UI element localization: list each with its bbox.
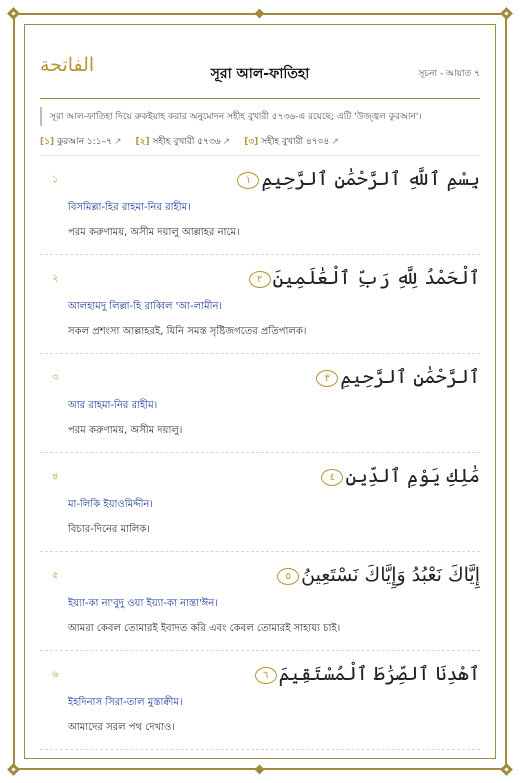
ayah-transliteration: মা-লিকি ইয়াওমিদ্দীন। (68, 499, 153, 510)
ayah-arabic: مَٰلِكِ يَوْمِ ٱلدِّينِ (345, 465, 480, 487)
ayah-block (40, 552, 480, 651)
reference-link[interactable] (244, 134, 339, 149)
external-link-icon: ↗ (331, 137, 339, 147)
ayah-transliteration: আর রাহমা-নির রাহীম। (68, 400, 158, 411)
ayah-translation: পরম করুণাময়, অসীম দয়ালু আল্লাহর নামে। (68, 227, 240, 238)
ayah-block (40, 354, 480, 453)
surah-meta: সূচনা - আয়াত ৭ (418, 69, 480, 79)
reference-label: সহীহ বুখারী ৫৭৩৬ (152, 137, 221, 147)
ayah-arabic-text (40, 354, 480, 392)
ayah-transliteration: বিসমিল্লা-হির রাহমা-নির রাহীম। (68, 202, 191, 213)
ayah-transliteration: ইহদিনাস সিরা-তাল মুস্তাক্বীম। (68, 697, 183, 708)
external-link-icon: ↗ (114, 137, 122, 147)
ayah-number: ৪ (52, 471, 59, 482)
ayah-block (40, 255, 480, 354)
ayah-block (40, 156, 480, 255)
ayah-number: ৩ (52, 372, 59, 383)
ayah-translation: আমাদের সরল পথ দেখাও। (68, 722, 175, 733)
ayah-block (40, 651, 480, 750)
reference-number: [২] (135, 137, 150, 147)
ayah-end-marker-icon: ٣ (316, 370, 338, 387)
ayah-arabic-text (40, 156, 480, 194)
reference-link[interactable] (40, 134, 122, 149)
ayah-arabic: ٱلرَّحْمَٰنِ ٱلرَّحِيمِ (340, 366, 480, 388)
reference-link[interactable] (136, 134, 231, 149)
ayah-end-marker-icon: ٢ (249, 271, 271, 288)
ayah-arabic: إِيَّاكَ نَعْبُدُ وَإِيَّاكَ نَسْتَعِينُ (301, 564, 480, 586)
page-title: সূরা আল-ফাতিহা (210, 66, 310, 82)
ayah-block (40, 453, 480, 552)
ayah-list (40, 156, 480, 750)
ayah-arabic: بِسْمِ ٱللَّهِ ٱلرَّحْمَٰنِ ٱلرَّحِيمِ (261, 168, 480, 190)
ayah-number: ২ (52, 273, 59, 284)
ayah-arabic-text (40, 453, 480, 491)
intro-note: সূরা আল-ফাতিহা দিয়ে রুকইয়াহ করার অনুমোদন সহীহ বুখারী ৫৭৩৬-এ রয়েছে; এটি 'উজ্জ্বল কুরআন'। (40, 107, 480, 126)
reference-label: সহীহ বুখারী ৪৭০৪ (261, 137, 330, 147)
page-header (40, 40, 480, 86)
surah-arabic-title: الفاتحة (40, 54, 95, 76)
reference-label: কুরআন ১:১–৭ (56, 137, 112, 147)
references (40, 134, 480, 149)
ayah-arabic-text (40, 651, 480, 689)
reference-number: [১] (40, 137, 55, 147)
external-link-icon: ↗ (222, 137, 231, 147)
ayah-arabic: ٱلْحَمْدُ لِلَّهِ رَبِّ ٱلْعَٰلَمِينَ (272, 267, 480, 289)
ayah-arabic-text (40, 552, 480, 590)
ayah-number: ৬ (52, 669, 59, 680)
ayah-arabic-text (40, 255, 480, 293)
ayah-number: ৫ (52, 570, 59, 581)
reference-number: [৩] (244, 137, 259, 147)
ayah-translation: পরম করুণাময়, অসীম দয়ালু। (68, 425, 183, 436)
ayah-arabic: ٱهْدِنَا ٱلصِّرَٰطَ ٱلْمُسْتَقِيمَ (278, 663, 480, 685)
ayah-transliteration: ইয়্যা-কা না'বুদু ওয়া ইয়্যা-কা নাস্তা'ঈন। (68, 598, 218, 609)
ayah-translation: আমরা কেবল তোমারই ইবাদত করি এবং কেবল তোমারই সাহায্য চাই। (68, 623, 341, 634)
ayah-end-marker-icon: ٤ (321, 469, 343, 486)
ayah-end-marker-icon: ٥ (277, 568, 299, 585)
page-content (40, 40, 480, 750)
ayah-translation: সকল প্রশংসা আল্লাহরই, যিনি সমস্ত সৃষ্টিজগতের প্রতিপালক। (68, 326, 307, 337)
ayah-transliteration: আলহামদু লিল্লা-হি রাব্বিল 'আ-লামীন। (68, 301, 223, 312)
ayah-number: ১ (52, 174, 59, 185)
ayah-end-marker-icon: ٦ (255, 667, 277, 684)
header-divider (40, 98, 480, 99)
ayah-translation: বিচার-দিনের মালিক। (68, 524, 150, 535)
ayah-end-marker-icon: ١ (237, 172, 259, 189)
